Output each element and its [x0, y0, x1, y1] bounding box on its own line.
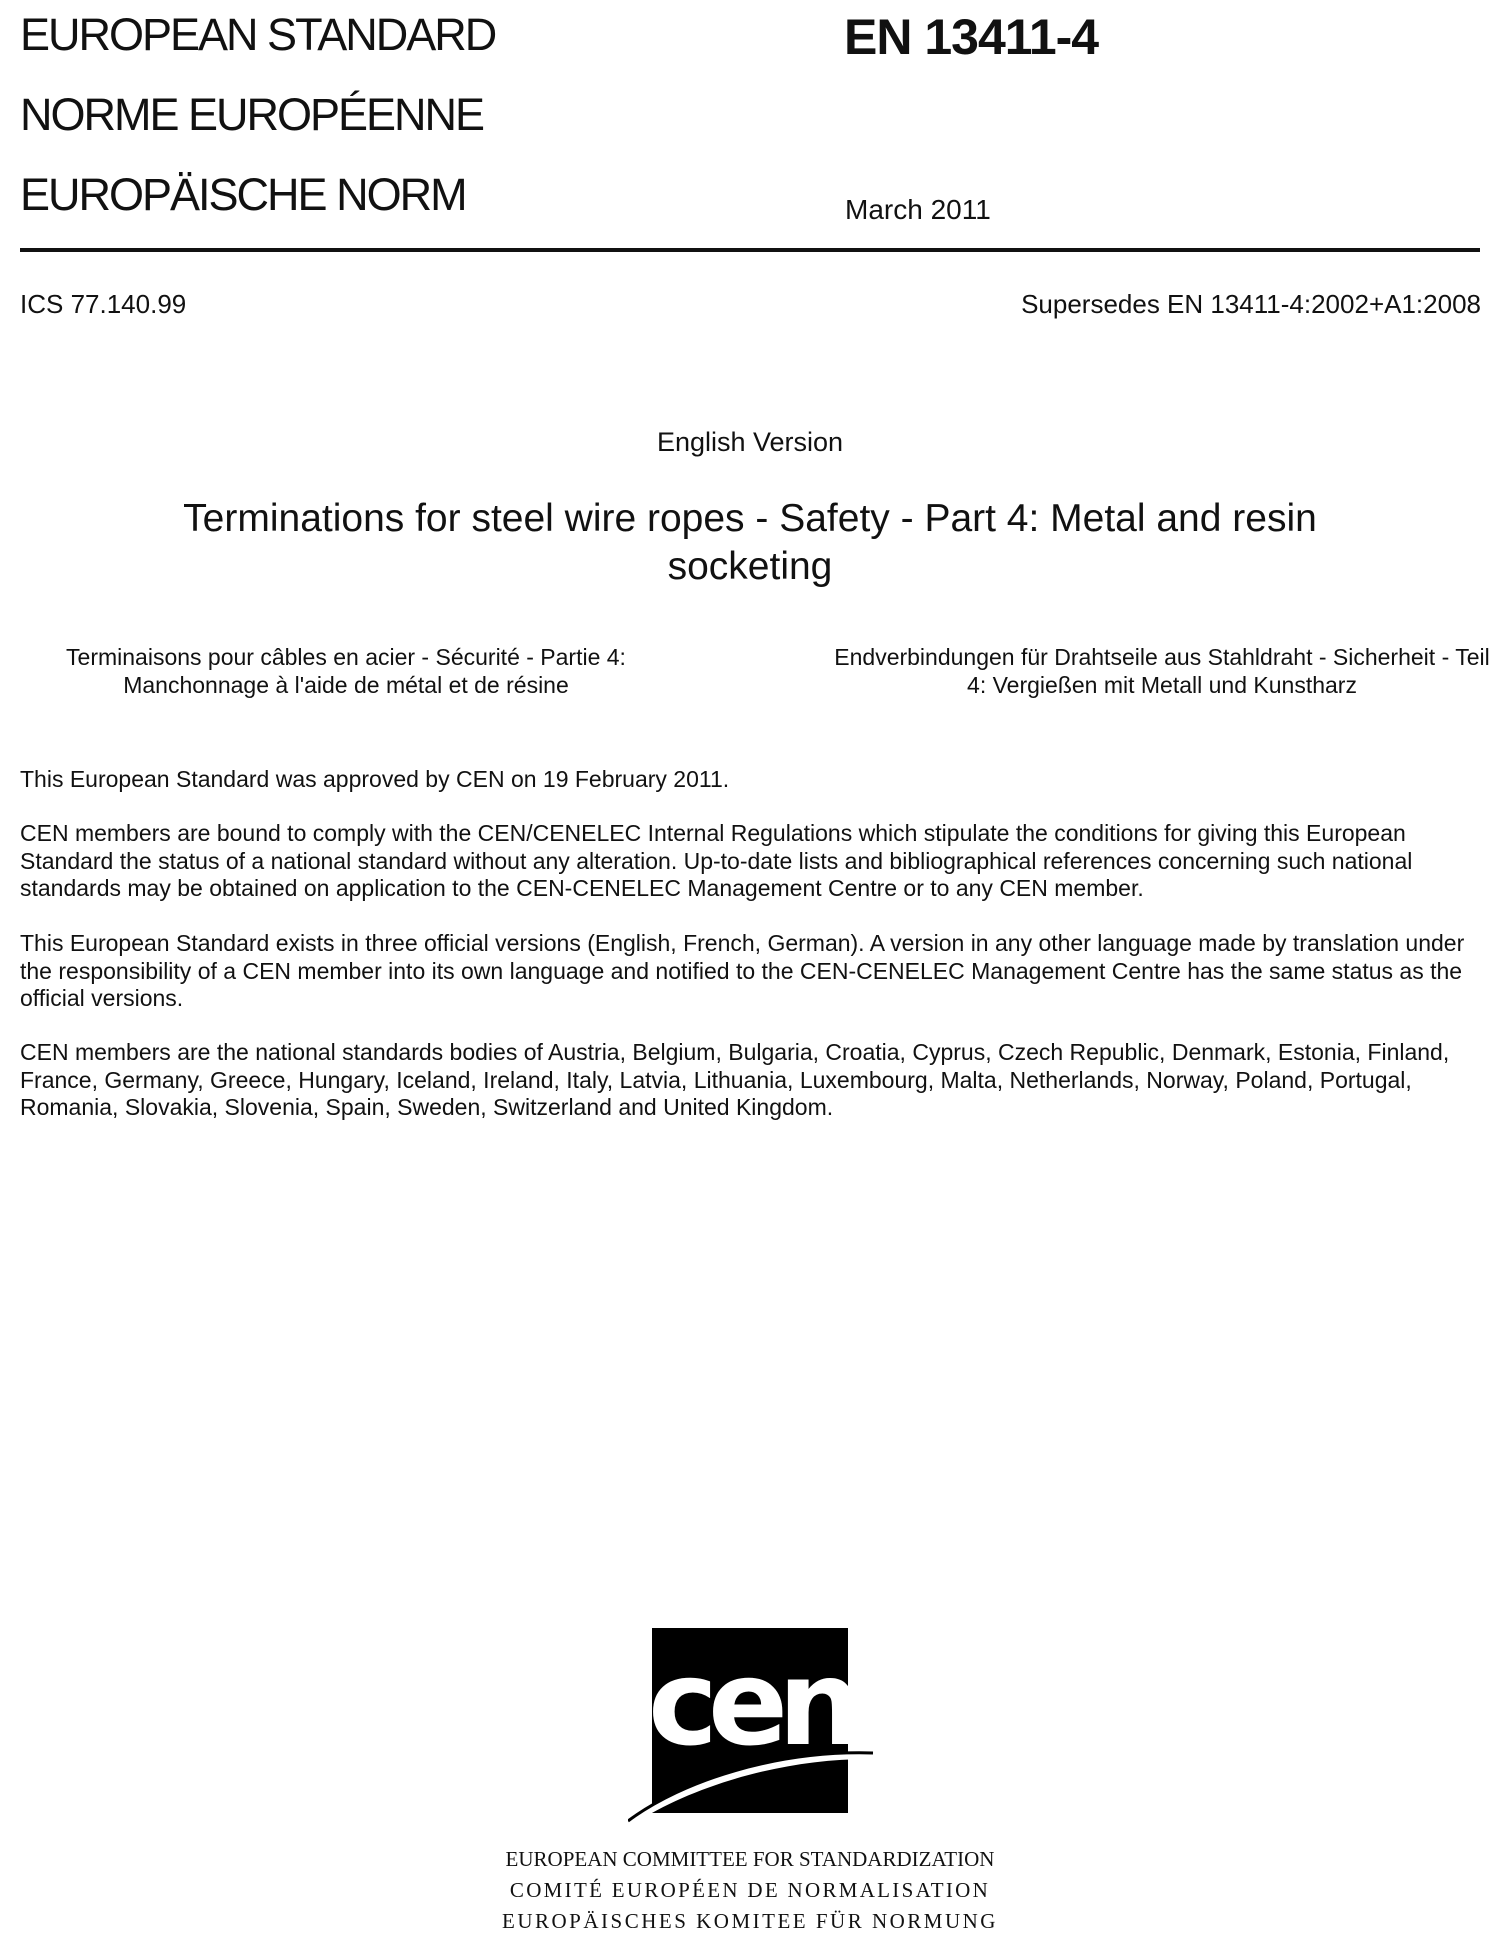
approval-paragraph: This European Standard was approved by CEN on 19 February 2011. — [20, 766, 730, 792]
official-versions-paragraph: This European Standard exists in three official versions (English, French, German). A version in any other language made by translation under the responsibility of a CEN member into its own language and notified to the CEN-CENELEC Management Centre has the same status as the official versions. — [20, 930, 1465, 1011]
german-title: Endverbindungen für Drahtseile aus Stahldraht - Sicherheit - Teil 4: Vergießen mit Metall und Kunstharz — [834, 644, 1490, 698]
committee-name-english: EUROPEAN COMMITTEE FOR STANDARDIZATION — [505, 1847, 995, 1871]
ics-code: ICS 77.140.99 — [20, 289, 187, 319]
members-obligation-paragraph: CEN members are bound to comply with the CEN/CENELEC Internal Regulations which stipulate the conditions for giving this European Standard the status of a national standard without any alteration. Up-to-date lists and bibliographical references concerning such national standards may be obtained on application to the CEN-CENELEC Management Centre or to any CEN member. — [20, 820, 1413, 901]
standard-name-german: EUROPÄISCHE NORM — [20, 169, 466, 220]
french-title: Terminaisons pour câbles en acier - Sécurité - Partie 4: Manchonnage à l'aide de métal et de résine — [66, 644, 626, 698]
version-label: English Version — [656, 427, 844, 457]
document-title: Terminations for steel wire ropes - Safety - Part 4: Metal and resin socketing — [183, 497, 1317, 588]
standard-name-english: EUROPEAN STANDARD — [20, 9, 496, 60]
document-number: EN 13411-4 — [844, 9, 1099, 65]
logo-wordmark: cen — [648, 1634, 852, 1772]
committee-name-german: EUROPÄISCHES KOMITEE FÜR NORMUNG — [502, 1909, 998, 1933]
committee-name-french: COMITÉ EUROPÉEN DE NORMALISATION — [509, 1878, 991, 1902]
member-bodies-paragraph: CEN members are the national standards bodies of Austria, Belgium, Bulgaria, Croatia, Cyprus, Czech Republic, Denmark, Estonia, Finland, France, Germany, Greece, Hungary, Iceland, Ireland, Italy, Latvia, Lithuania, Luxembourg, Malta, Netherlands, Norway, Poland, Portugal, Romania, Slovakia, Slovenia, Spain, Sweden, Switzerland and United Kingdom. — [20, 1039, 1450, 1120]
cen-logo — [628, 1628, 874, 1825]
header-divider — [20, 248, 1480, 252]
publication-date: March 2011 — [845, 194, 991, 225]
supersedes-note: Supersedes EN 13411-4:2002+A1:2008 — [1021, 289, 1481, 319]
standard-name-french: NORME EUROPÉENNE — [20, 89, 484, 140]
